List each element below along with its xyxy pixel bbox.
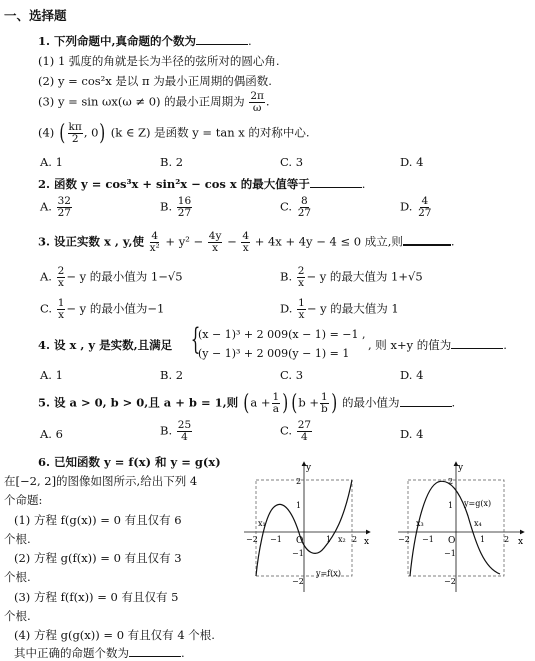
tick-x: 2 <box>352 535 358 544</box>
tick-x: −1 <box>270 535 282 544</box>
q6-line-6: (2) 方程 g(f(x)) = 0 有且仅有 3 <box>14 551 182 565</box>
q6-line-1: 6. 已知函数 y = f(x) 和 y = g(x) <box>38 455 221 469</box>
q6-line-4: (1) 方程 f(g(x)) = 0 有且仅有 6 <box>14 513 182 527</box>
root-label: x₃ <box>416 519 424 528</box>
q2-option-c: C. $\frac{8}{27}$ <box>280 195 312 219</box>
q6-line-11: 其中正确的命题个数为 . <box>14 646 185 660</box>
fraction: $\frac{2}{x}$ <box>297 265 305 289</box>
q5-option-a: A. 6 <box>40 427 63 441</box>
q4-equation-2: (y − 1)³ + 2 009(y − 1) = 1 <box>198 347 350 360</box>
fraction: $\frac{4y}{x}$ <box>208 230 222 254</box>
fraction: $\frac{1}{x}$ <box>57 297 65 321</box>
tick-y: 1 <box>296 501 302 510</box>
q2-option-b: B. $\frac{16}{27}$ <box>160 195 192 219</box>
q4-option-a: A. 1 <box>40 368 63 382</box>
q4-equation-1: (x − 1)³ + 2 009(x − 1) = −1 , <box>198 328 366 341</box>
tick-x: −2 <box>246 535 258 544</box>
tick-y: −1 <box>292 549 304 558</box>
tick-x: 1 <box>326 535 332 544</box>
fraction: $\frac{2\pi}{\omega}$ <box>250 90 264 114</box>
fraction: $\frac{1}{a}$ <box>272 391 280 415</box>
fraction: $\frac{25}{4}$ <box>177 419 192 443</box>
tick-x: 1 <box>480 535 486 544</box>
q4-stem <box>38 337 172 353</box>
q6-line-2: 在[−2, 2]的图像如图所示,给出下列 4 <box>4 474 198 488</box>
q1-option-a: A. 1 <box>40 155 63 169</box>
origin-label: O <box>296 536 304 546</box>
tick-y: −2 <box>292 577 304 586</box>
fraction: $\frac{32}{27}$ <box>57 195 71 219</box>
q2-option-d: D. $\frac{4}{27}$ <box>400 195 432 219</box>
fraction: $\frac{4}{\text{x²}}$ <box>149 230 160 254</box>
curve-label: y=g(x) <box>464 499 492 508</box>
section-title: 一、选择题 <box>4 8 67 23</box>
q2-option-a: A. $\frac{32}{27}$ <box>40 195 71 219</box>
q5-option-b: B. $\frac{25}{4}$ <box>160 419 192 443</box>
q1-item-4: (4) ( $\frac{k\pi}{2}$ , 0) (k ∈ Z) 是函数 y = tan x 的对称中心. <box>38 120 310 146</box>
tick-x: 2 <box>504 535 510 544</box>
q5-option-d: D. 4 <box>400 427 424 441</box>
q3-stem: 3. 设正实数 x , y,使 $\frac{4}{\text{x²}}$ + y² − $\frac{4y}{x}$ − $\frac{4}{x}$ + 4x + 4y − 4 ≤ 0 成立,则 . <box>38 230 455 254</box>
q6-line-5: 个根. <box>4 532 31 546</box>
q4-brace: { <box>190 322 201 357</box>
fraction: $\frac{1}{x}$ <box>298 297 305 321</box>
tick-x: −2 <box>398 535 410 544</box>
answer-blank <box>451 338 503 349</box>
root-label: x₄ <box>474 519 482 528</box>
q1-option-d: D. 4 <box>400 155 424 169</box>
fraction: $\frac{27}{4}$ <box>297 419 312 443</box>
fraction: $\frac{16}{27}$ <box>177 195 192 219</box>
tick-y: 1 <box>448 501 454 510</box>
tick-y: 2 <box>296 477 302 486</box>
q3-option-c: C. $\frac{1}{x}$ − y 的最小值为−1 <box>40 297 165 321</box>
q4-option-b: B. 2 <box>160 368 184 382</box>
q6-line-9: 个根. <box>4 609 31 623</box>
fraction: $\frac{1}{b}$ <box>321 391 328 415</box>
curve-label: y=f(x) <box>316 569 341 578</box>
q1-item-3-text: (3) y = sin ωx(ω ≠ 0) 的最小正周期为 <box>38 94 245 109</box>
q2-stem: 2. 函数 y = cos³x + sin²x − cos x 的最大值等于 . <box>38 177 366 191</box>
q1-item-2: (2) y = cos²x 是以 π 为最小正周期的偶函数. <box>38 74 272 88</box>
q5-stem-text: 5. 设 a > 0, b > 0,且 a + b = 1,则 <box>38 395 239 410</box>
tick-y: −1 <box>444 549 456 558</box>
q4-stem-text: 4. 设 x , y 是实数,且满足 <box>38 338 173 352</box>
y-label: y <box>458 463 464 473</box>
fraction: $\frac{4}{x}$ <box>242 230 250 254</box>
q6-line-3: 个命题: <box>4 493 43 507</box>
y-label: y <box>306 463 312 473</box>
x-label: x <box>518 537 524 547</box>
q3-option-d: D. $\frac{1}{x}$ − y 的最大值为 1 <box>280 297 399 321</box>
fraction: $\frac{4}{27}$ <box>418 195 432 219</box>
fraction: $\frac{k\pi}{2}$ <box>68 121 82 145</box>
answer-blank <box>310 177 362 188</box>
q2-stem-text: 2. 函数 y = cos³x + sin²x − cos x 的最大值等于 <box>38 177 310 191</box>
tick-y: −2 <box>444 577 456 586</box>
q6-line-8: (3) 方程 f(f(x)) = 0 有且仅有 5 <box>14 590 179 604</box>
q4-stem-tail: , 则 x+y 的值为 . <box>368 338 507 352</box>
graph-g <box>394 456 529 596</box>
q6-line-7: 个根. <box>4 570 31 584</box>
root-label: x₁ <box>258 519 266 528</box>
q1-option-c: C. 3 <box>280 155 304 169</box>
q1-item-3: (3) y = sin ωx(ω ≠ 0) 的最小正周期为 $\frac{2\pi}{\omega}$ . <box>38 90 270 114</box>
q1-stem: 1. 下列命题中,真命题的个数为 . <box>38 34 252 48</box>
q1-stem-text: 1. 下列命题中,真命题的个数为 <box>38 34 197 48</box>
q3-option-a: A. $\frac{2}{x}$ − y 的最小值为 1−√5 <box>40 265 183 289</box>
q1-option-b: B. 2 <box>160 155 184 169</box>
q1-item-4-label: (4) <box>38 125 55 140</box>
answer-blank <box>400 396 452 407</box>
q1-item-4-text: (k ∈ Z) 是函数 y = tan x 的对称中心. <box>110 125 310 140</box>
answer-blank <box>129 646 181 657</box>
fraction: $\frac{8}{27}$ <box>297 195 312 219</box>
q1-item-1: (1) 1 弧度的角就是长为半径的弦所对的圆心角. <box>38 54 280 68</box>
answer-blank <box>403 234 451 246</box>
q6-line-10: (4) 方程 g(g(x)) = 0 有且仅有 4 个根. <box>14 628 215 642</box>
root-label: x₂ <box>338 535 346 544</box>
origin-label: O <box>448 536 456 546</box>
q3-option-b: B. $\frac{2}{x}$ − y 的最大值为 1+√5 <box>280 265 423 289</box>
graph-f <box>240 456 375 596</box>
tick-x: −1 <box>422 535 434 544</box>
q4-option-c: C. 3 <box>280 368 304 382</box>
tick-y: 2 <box>448 477 454 486</box>
q5-option-c: C. $\frac{27}{4}$ <box>280 419 312 443</box>
q3-stem-text: 3. 设正实数 x , y,使 <box>38 234 144 249</box>
q4-option-d: D. 4 <box>400 368 424 382</box>
x-label: x <box>364 537 370 547</box>
curve-g <box>410 481 500 576</box>
answer-blank <box>196 34 248 45</box>
fraction: $\frac{2}{x}$ <box>57 265 65 289</box>
q5-stem: 5. 设 a > 0, b > 0,且 a + b = 1,则 (a + $\frac{1}{a}$ ) (b + $\frac{1}{b}$ ) 的最小值为 . <box>38 390 456 416</box>
